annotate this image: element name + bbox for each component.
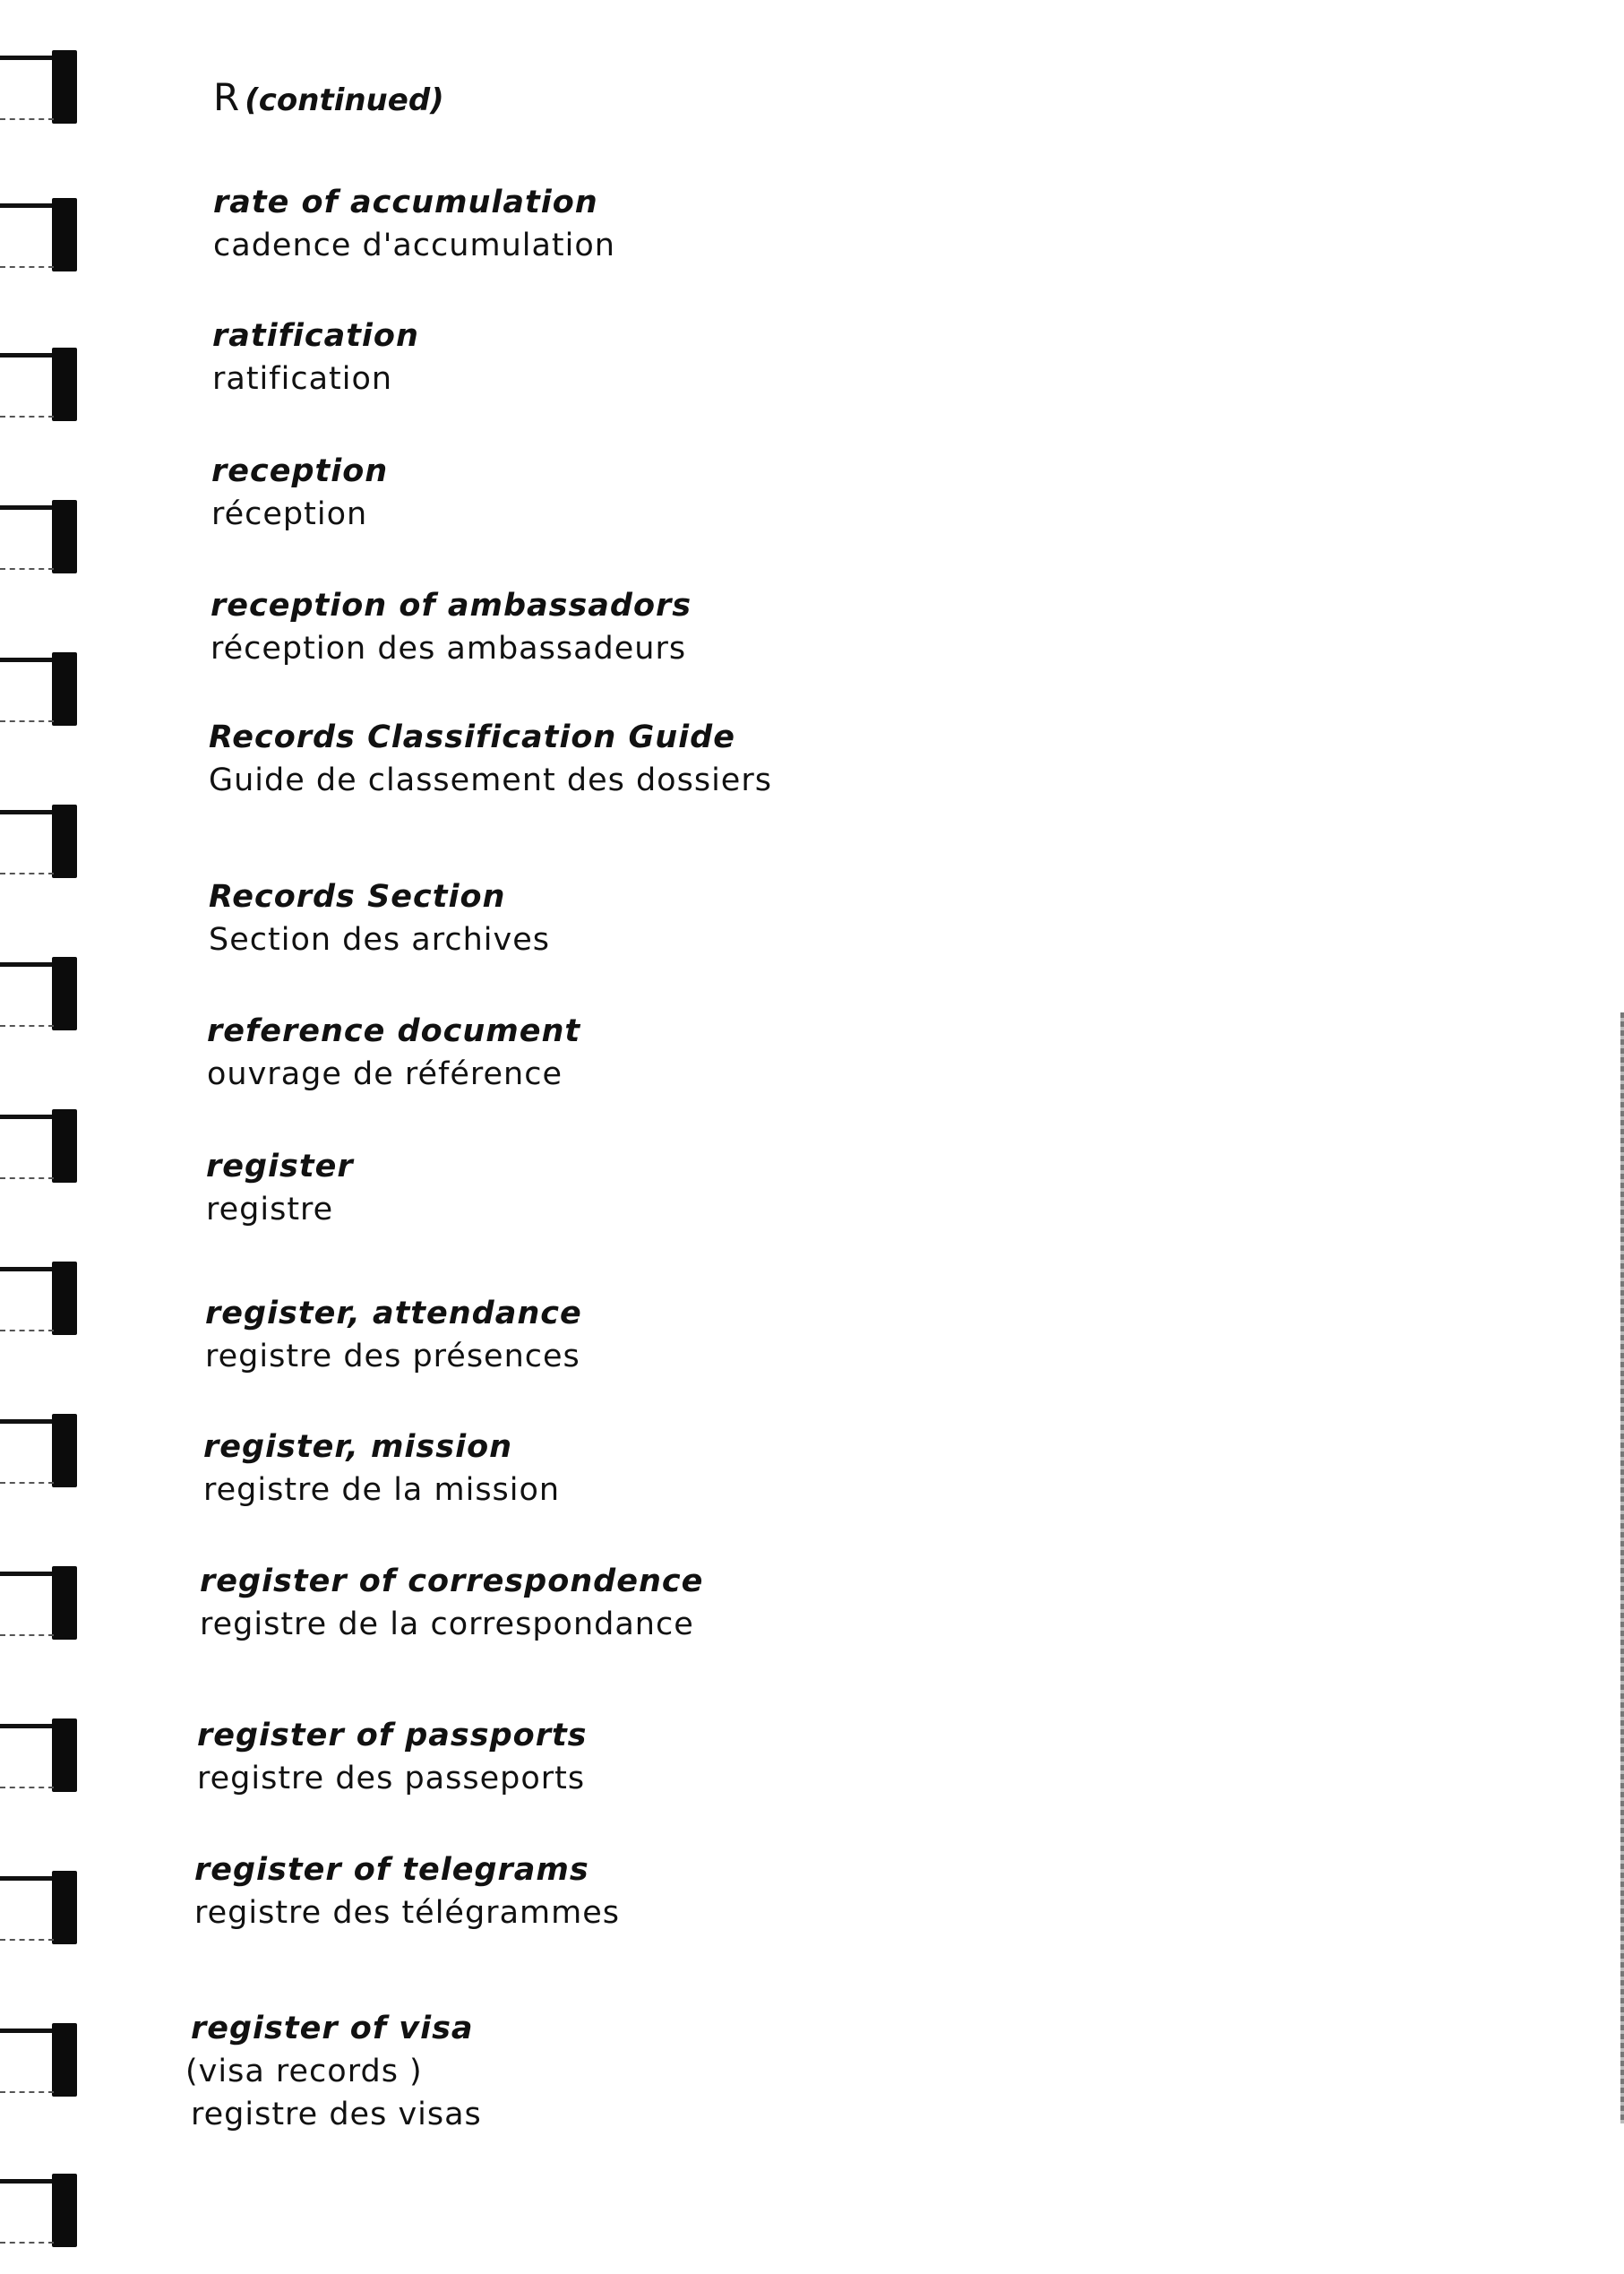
glossary-entry bbox=[205, 1292, 582, 1378]
entry-term: reference document bbox=[207, 1013, 581, 1049]
binding-ring bbox=[0, 333, 85, 423]
binding-ring bbox=[0, 36, 85, 125]
binding-ring bbox=[0, 1856, 85, 1946]
entry-term: register, attendance bbox=[205, 1296, 582, 1331]
glossary-entry bbox=[212, 314, 419, 401]
entry-translation: registre des visas bbox=[191, 2097, 482, 2132]
entry-term: register of correspondence bbox=[200, 1563, 704, 1599]
entry-term: rate of accumulation bbox=[213, 185, 598, 220]
entry-term: ratification bbox=[212, 318, 419, 354]
binding-ring bbox=[0, 1552, 85, 1641]
glossary-entry bbox=[206, 1145, 354, 1231]
entry-term: Records Section bbox=[209, 879, 506, 915]
entry-synonym: (visa records ) bbox=[185, 2054, 423, 2089]
entry-translation: registre bbox=[206, 1192, 334, 1227]
binding-ring bbox=[0, 1247, 85, 1337]
binding-ring bbox=[0, 184, 85, 273]
glossary-entry bbox=[211, 584, 692, 670]
glossary-entry bbox=[209, 716, 772, 802]
entry-term: register bbox=[206, 1149, 354, 1184]
glossary-entry bbox=[213, 181, 615, 267]
entry-term: register of passports bbox=[197, 1718, 588, 1753]
binding-ring bbox=[0, 1704, 85, 1794]
binding-ring bbox=[0, 1400, 85, 1489]
entry-term: reception of ambassadors bbox=[211, 588, 692, 624]
entry-translation: registre de la mission bbox=[203, 1472, 561, 1508]
entry-translation: ouvrage de référence bbox=[207, 1056, 563, 1092]
entry-translation: réception des ambassadeurs bbox=[211, 631, 687, 667]
entry-term: register of telegrams bbox=[194, 1852, 589, 1888]
binding-ring bbox=[0, 1095, 85, 1184]
entry-translation: registre des présences bbox=[205, 1339, 580, 1374]
entry-translation: réception bbox=[211, 496, 368, 532]
glossary-entry bbox=[209, 875, 550, 961]
section-letter: R bbox=[213, 75, 240, 119]
section-continued-note: (continued) bbox=[245, 82, 444, 118]
entry-translation: cadence d'accumulation bbox=[213, 228, 615, 263]
binding-ring bbox=[0, 2159, 85, 2249]
entry-term: reception bbox=[211, 453, 389, 489]
glossary-entry bbox=[194, 1848, 620, 1934]
binding-ring bbox=[0, 486, 85, 575]
entry-translation: registre des passeports bbox=[197, 1761, 586, 1796]
page-edge-shadow bbox=[1620, 1012, 1624, 2123]
binding-ring bbox=[0, 638, 85, 728]
binding-ring bbox=[0, 790, 85, 880]
glossary-entry bbox=[197, 1714, 588, 1800]
glossary-entry bbox=[200, 1560, 703, 1646]
entry-translation: Guide de classement des dossiers bbox=[209, 762, 772, 798]
binding-ring bbox=[0, 943, 85, 1032]
binding-ring bbox=[0, 2009, 85, 2098]
glossary-entry bbox=[211, 450, 388, 536]
section-header bbox=[213, 75, 444, 119]
entry-term: Records Classification Guide bbox=[209, 719, 735, 755]
entry-translation: registre de la correspondance bbox=[200, 1606, 694, 1642]
entry-term: register, mission bbox=[203, 1429, 513, 1465]
entry-term: register of visa bbox=[191, 2011, 474, 2046]
glossary-entry bbox=[203, 1426, 560, 1512]
entry-translation: Section des archives bbox=[209, 922, 550, 958]
glossary-entry bbox=[185, 2007, 482, 2136]
glossary-entry bbox=[207, 1010, 580, 1096]
spiral-binding bbox=[0, 0, 90, 2274]
entry-translation: registre des télégrammes bbox=[194, 1895, 620, 1931]
entry-translation: ratification bbox=[212, 361, 393, 397]
